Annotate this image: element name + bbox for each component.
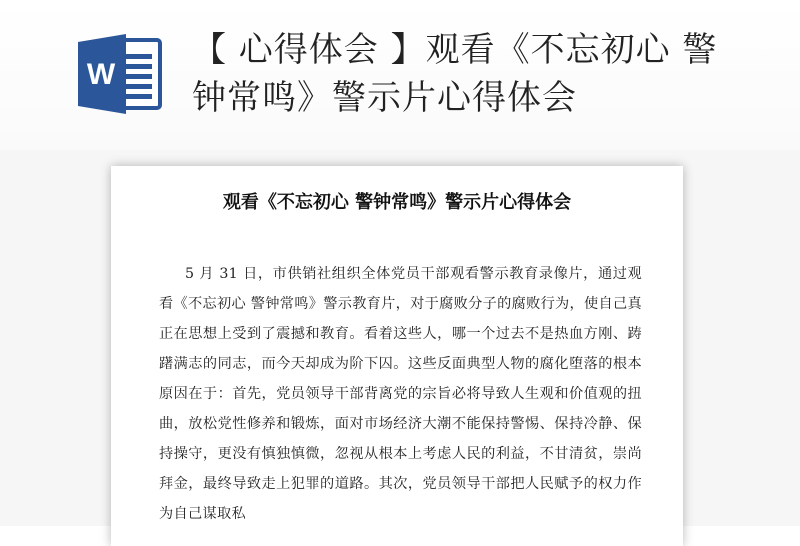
document-page xyxy=(111,166,683,546)
word-document-icon xyxy=(76,32,164,116)
document-paragraph-text: 5 月 31 日，市供销社组织全体党员干部观看警示教育录像片，通过观看《不忘初心 警钟常鸣》警示教育片，对于腐败分子的腐败行为，使自己真正在思想上受到了震撼和教育。看着这些人，哪一个过去不是热血方刚、踌躇满志的同志，而今天却成为阶下囚。这些反面典型人物的腐化堕落的根本原因在于：首先，党员领导干部背离党的宗旨必将导致人生观和价值观的扭曲，放松党性修养和锻炼，面对市场经济大潮不能保持警惕、保持冷静、保持操守，更没有慎独慎微，忽视从根本上考虑人民的利益，不甘清贫，崇尚拜金，最终导致走上犯罪的道路。其次，党员领导干部把人民赋予的权力作为自己谋取私 xyxy=(159,266,642,522)
word-icon-letter: W xyxy=(86,58,116,91)
document-paragraph xyxy=(159,259,642,529)
page-title: 【 心得体会 】观看《不忘初心 警钟常鸣》警示片心得体会 xyxy=(192,30,718,118)
document-title: 观看《不忘初心 警钟常鸣》警示片心得体会 xyxy=(222,192,572,213)
